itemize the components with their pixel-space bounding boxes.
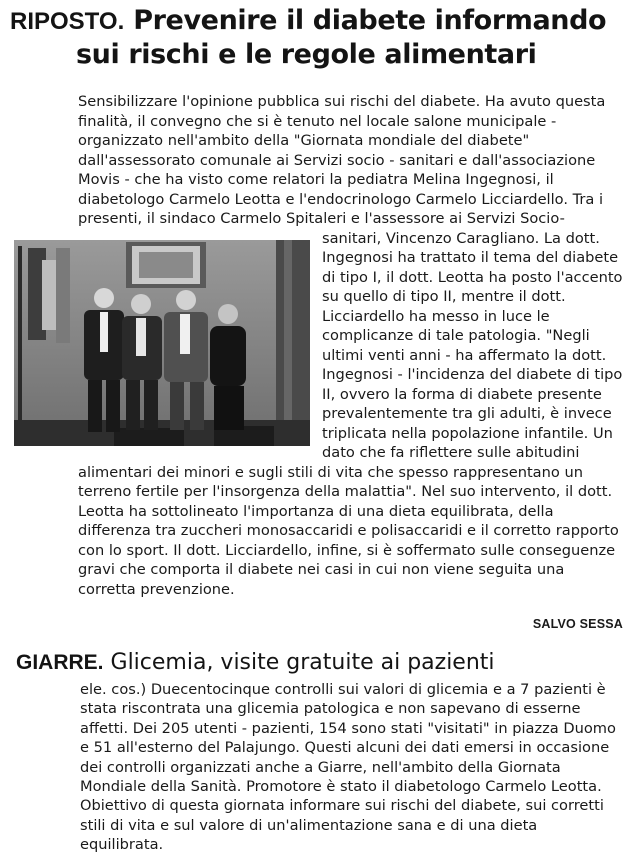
headline-line-2: sui rischi e le regole alimentari xyxy=(76,39,537,70)
headline-2-text: Glicemia, visite gratuite ai pazienti xyxy=(110,650,495,675)
article2-headline xyxy=(16,650,625,676)
article2-body xyxy=(80,680,623,855)
location-tag-2: GIARRE. xyxy=(16,651,104,674)
article-headline xyxy=(10,4,625,71)
article-text: Sensibilizzare l'opinione pubblica sui rischi del diabete. Ha avuto questa finalità, il convegno che si è tenuto nel locale salone municipale - organizzato nell'ambito della "Giornata mondiale del diabete" dall'assessorato comunale ai Servizi socio - sanitari e dall'associazione Movis - che ha visto come relatori la pediatra Melina Ingegnosi, il diabetologo Carmelo Leotta e l'endocrinologo Carmelo Licciardello. Tra i presenti, il sindaco Carmelo Spitaleri e l'assessore ai Servizi Socio- sanitari, Vincenzo Caragliano. La dott. Ingegnosi ha trattato il tema del diabete di tipo I, il dott. Leotta ha posto l'accento su quello di tipo II, mentre il dott. Licciardello ha messo in luce le complicanze di tale patologia. "Negli ultimi venti anni - ha affermato la dott. Ingegnosi - l'incidenza del diabete di tipo II, ovvero la forma di diabete presente prevalentemente tra gli adulti, è invece triplicata nella popolazione infantile. Un dato che fa riflettere sulle abitudini alimentari dei minori e sugli stili di vita che spesso rappresentano un terreno fertile per l'insorgenza della malattia". Nel suo intervento, il dott. Leotta ha sottolineato l'importanza di una dieta equilibrata, della differenza tra zuccheri monosaccaridi e polisaccaridi e il corretto rapporto con lo sport. Il dott. Licciardello, infine, si è soffermato sulle conseguenze gravi che comporta il diabete nei casi in cui non viene seguita una corretta prevenzione. xyxy=(78,93,623,598)
event-photo xyxy=(14,240,310,446)
headline-line-1: Prevenire il diabete informando xyxy=(133,5,607,36)
location-tag: RIPOSTO. xyxy=(10,8,125,35)
byline: SALVO SESSA xyxy=(532,617,623,631)
photo-image xyxy=(14,240,310,446)
article2-text: ele. cos.) Duecentocinque controlli sui valori di glicemia e a 7 pazienti è stata riscontrata una glicemia patologica e non sapevano di esserne affetti. Dei 205 utenti - pazienti, 154 sono stati "visitati" in piazza Duomo e 51 all'esterno del Palajungo. Questi alcuni dei dati emersi in occasione dei controlli organizzati anche a Giarre, nell'ambito della Giornata Mondiale della Sanità. Promotore è stato il diabetologo Carmelo Leotta. Obiettivo di questa giornata informare sui rischi del diabete, sui corretti stili di vita e sul valore di un'alimentazione sana e di una dieta equilibrata. xyxy=(80,681,616,854)
